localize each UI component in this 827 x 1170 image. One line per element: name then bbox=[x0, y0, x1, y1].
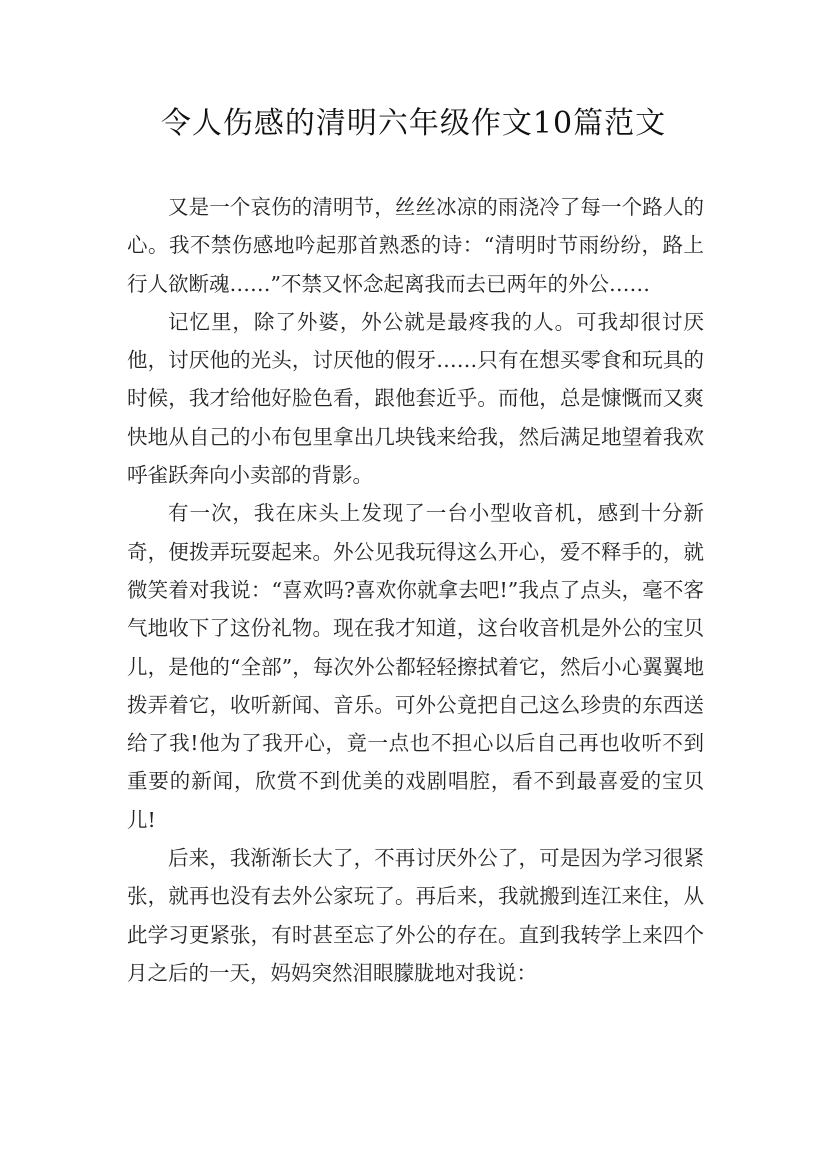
essay-body bbox=[127, 188, 704, 992]
paragraph-1: 又是一个哀伤的清明节，丝丝冰凉的雨浇冷了每一个路人的心。我不禁伤感地吟起那首熟悉的诗：“清明时节雨纷纷，路上行人欲断魂……”不禁又怀念起离我而去已两年的外公…… bbox=[127, 195, 704, 296]
paragraph-2: 记忆里，除了外婆，外公就是最疼我的人。可我却很讨厌他，讨厌他的光头，讨厌他的假牙……只有在想买零食和玩具的时候，我才给他好脸色看，跟他套近乎。而他，总是慷慨而又爽快地从自己的小布包里拿出几块钱来给我，然后满足地望着我欢呼雀跃奔向小卖部的背影。 bbox=[127, 309, 704, 488]
document-title: 令人伤感的清明六年级作文10篇范文 bbox=[160, 106, 667, 141]
paragraph-3: 有一次，我在床头上发现了一台小型收音机，感到十分新奇，便拨弄玩耍起来。外公见我玩得这么开心，爱不释手的，就微笑着对我说：“喜欢吗?喜欢你就拿去吧!”我点了点头，毫不客气地收下了这份礼物。现在我才知道，这台收音机是外公的宝贝儿，是他的“全部”，每次外公都轻轻擦拭着它，然后小心翼翼地拨弄着它，收听新闻、音乐。可外公竟把自己这么珍贵的东西送给了我!他为了我开心，竟一点也不担心以后自己再也收听不到重要的新闻，欣赏不到优美的戏剧唱腔，看不到最喜爱的宝贝儿! bbox=[127, 501, 704, 832]
paragraph-4: 后来，我渐渐长大了，不再讨厌外公了，可是因为学习很紧张，就再也没有去外公家玩了。再后来，我就搬到连江来住，从此学习更紧张，有时甚至忘了外公的存在。直到我转学上来四个月之后的一天，妈妈突然泪眼朦胧地对我说： bbox=[127, 846, 704, 985]
